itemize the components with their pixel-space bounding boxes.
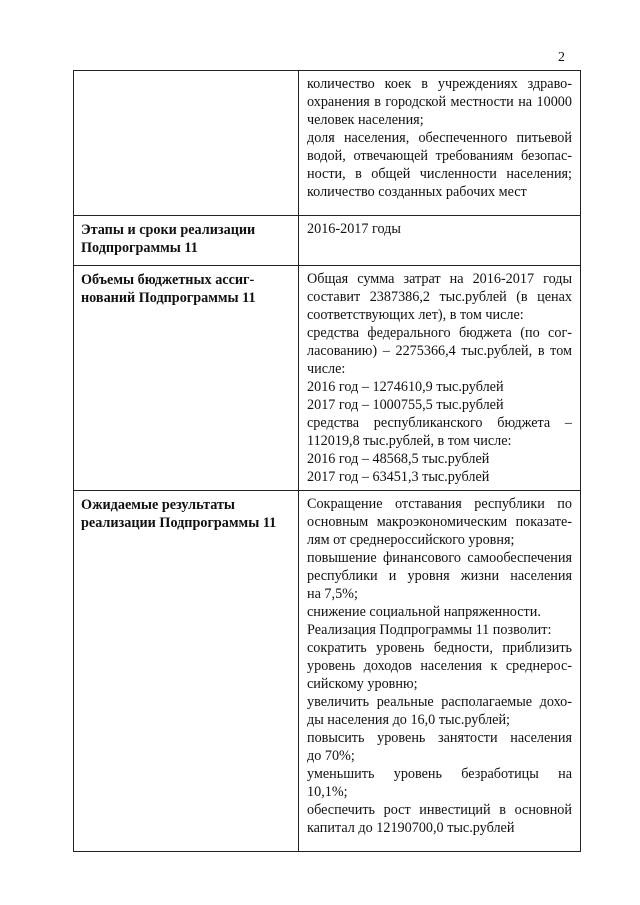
row-label [74,71,299,216]
text-line: повышение финансового самообеспечения [307,550,572,566]
text-line: средства республиканского бюджета – [307,415,572,431]
text-line: ды населения до 16,0 тыс.рублей; [307,712,510,728]
text-line: ласованию) – 2275366,4 тыс.рублей, в том [307,343,572,359]
text-line: снижение социальной напряженности. [307,604,541,620]
text-line: ности, в общей численности населения; [307,166,572,182]
row-value [299,266,581,491]
text-line: до 70%; [307,748,355,764]
text-line: охранения в городской местности на 10000 [307,94,572,110]
table-row [74,491,581,852]
text-line: на 7,5%; [307,586,358,602]
text-line: водой, отвечающей требованиям безопас- [307,148,572,164]
text-line: Общая сумма затрат на 2016-2017 годы [307,271,572,287]
text-line: увеличить реальные располагаемые дохо- [307,694,572,710]
row-label: Ожидаемые результаты реализации Подпрограммы 11 [74,491,299,852]
passport-table [73,70,581,852]
text-line: доля населения, обеспеченного питьевой [307,130,572,146]
row-label: Объемы бюджетных ассиг-нований Подпрограммы 11 [74,266,299,491]
text-line: 2016 год – 48568,5 тыс.рублей [307,451,490,467]
text-line: 2016-2017 годы [307,221,401,237]
table-row [74,266,581,491]
text-line: количество коек в учреждениях здраво- [307,76,572,92]
text-line: соответствующих лет), в том числе: [307,307,524,323]
table-row [74,216,581,266]
row-value [299,216,581,266]
text-line: составит 2387386,2 тыс.рублей (в ценах [307,289,572,305]
text-line: сийскому уровню; [307,676,418,692]
text-line: 112019,8 тыс.рублей, в том числе: [307,433,512,449]
text-line: уровень доходов населения к среднерос- [307,658,572,674]
text-line: числе: [307,361,346,377]
text-line: капитал до 12190700,0 тыс.рублей [307,820,515,836]
text-line: основным макроэкономическим показате- [307,514,572,530]
text-line: 2017 год – 1000755,5 тыс.рублей [307,397,504,413]
text-line: средства федерального бюджета (по сог- [307,325,572,341]
text-line: повысить уровень занятости населения [307,730,572,746]
text-line: количество созданных рабочих мест [307,184,527,200]
text-line: 10,1%; [307,784,348,800]
text-line: Реализация Подпрограммы 11 позволит: [307,622,552,638]
table-row [74,71,581,216]
row-value [299,71,581,216]
page-number: 2 [558,50,565,65]
text-line: человек населения; [307,112,424,128]
text-line: 2017 год – 63451,3 тыс.рублей [307,469,490,485]
row-label: Этапы и сроки реализации Подпрограммы 11 [74,216,299,266]
text-line: лям от среднероссийского уровня; [307,532,515,548]
row-value [299,491,581,852]
text-line: сократить уровень бедности, приблизить [307,640,572,656]
text-line: 2016 год – 1274610,9 тыс.рублей [307,379,504,395]
text-line: Сокращение отставания республики по [307,496,572,512]
text-line: республики и уровня жизни населения [307,568,572,584]
text-line: обеспечить рост инвестиций в основной [307,802,572,818]
text-line: уменьшить уровень безработицы на [307,766,572,782]
